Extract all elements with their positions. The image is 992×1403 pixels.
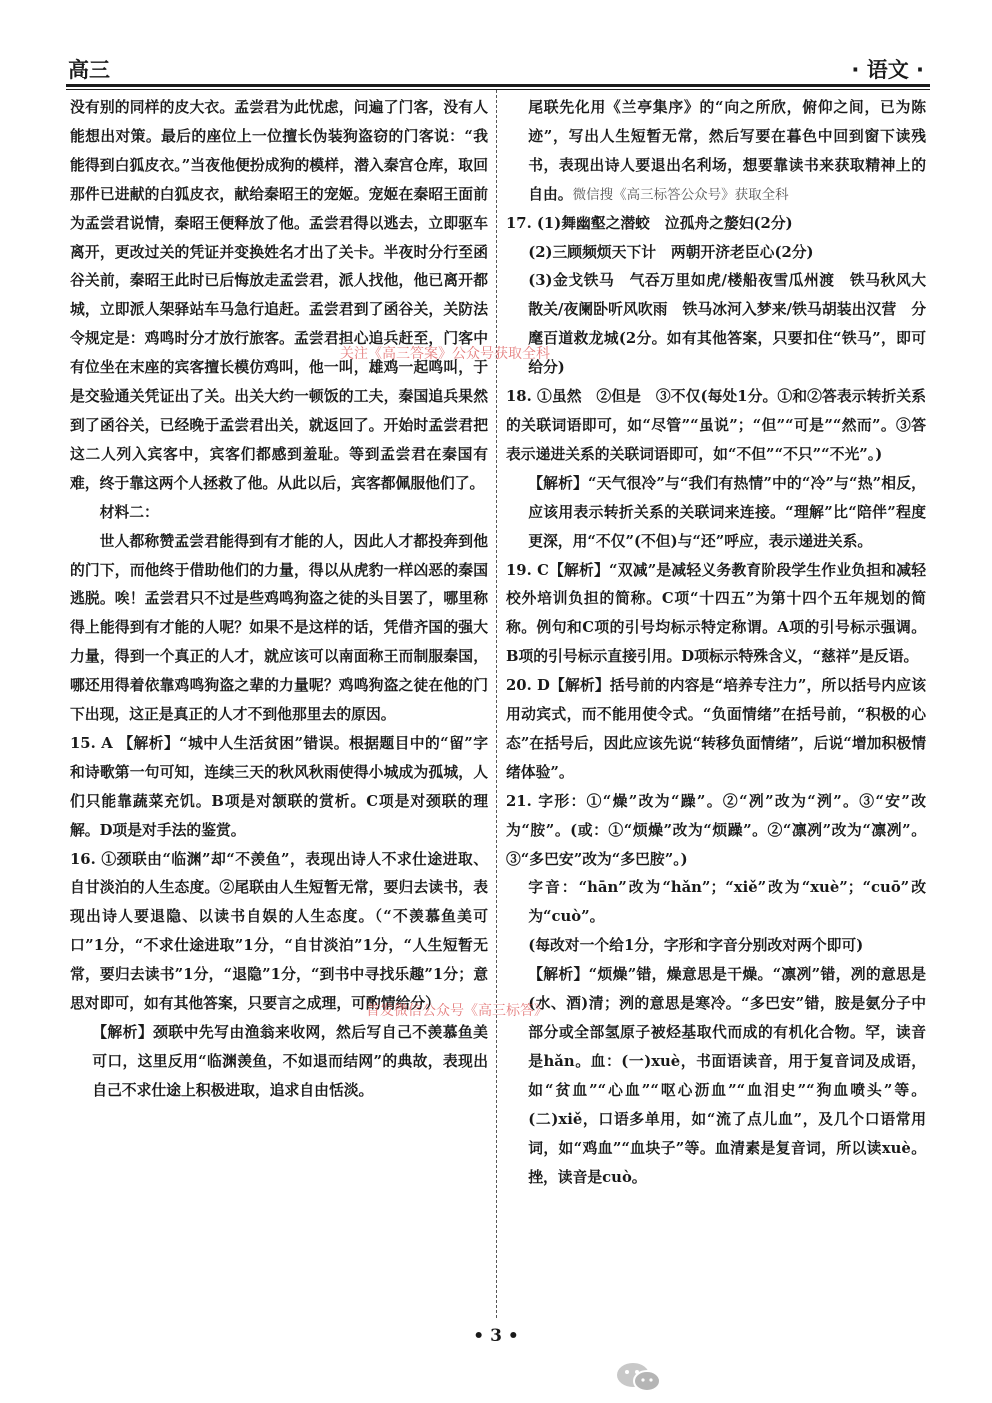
- answer-21-analysis-text: “烦燥”错，燥意思是干燥。“凛冽”错，冽的意思是(水、酒)清；洌的意思是寒冷。“多巴安”错，胺是氨分子中部分或全部氢原子被烃基取代而成的有机化合物。罕，读音是hǎn。血：(一)xuè，书面语读音，用于复音词及成语，如“贫血”“心血”“呕心沥血”“血泪史”“狗血喷头”等。(二)xiě，口语多单用，如“流了点儿血”，及几个口语常用词，如“鸡血”“血块子”等。血清素是复音词，所以读xuè。挫，读音是cuò。: [528, 966, 926, 1186]
- answer-20-text: 括号前的内容是“培养专注力”，所以括号内应该用动宾式，而不能用使令式。“负面情绪”在括号前，“积极的心态”在括号后，因此应该先说“转移负面情绪”，后说“增加积极情绪体验”。: [506, 677, 926, 781]
- inline-watermark: 微信搜《高三标答公众号》获取全科: [572, 186, 789, 203]
- header-subject: · 语文 ·: [851, 58, 924, 82]
- left-column: [70, 94, 488, 1324]
- answer-18-tag: 【解析】: [528, 474, 588, 492]
- material2-title: 材料二：: [99, 503, 159, 521]
- answer-16-analysis-text: 颈联中先写由渔翁来收网，然后写自己不羡慕鱼美可口，这里反用“临渊羡鱼，不如退而结网”的典故，表现出自己不求仕途上积极进取，追求自由恬淡。: [92, 1024, 488, 1099]
- answer-15-num: 15. A: [70, 734, 119, 752]
- answer-21-form: 21. 字形：①“燥”改为“躁”。②“冽”改为“洌”。③“安”改为“胺”。(或：①“烦燥”改为“烦躁”。②“凛冽”改为“凛冽”。③“多巴安”改为“多巴胺”。): [506, 792, 926, 868]
- header-rule-thin: [66, 89, 930, 90]
- answer-21-analysis: [506, 961, 926, 1192]
- answer-16-tag: 【解析】: [92, 1024, 154, 1041]
- answer-20-tag: 【解析】: [549, 677, 610, 695]
- answer-20: [506, 672, 926, 788]
- answer-21-tag: 【解析】: [528, 966, 589, 984]
- answer-21-scoring: (每改对一个给1分，字形和字音分别改对两个即可): [528, 937, 864, 955]
- answer-15: [70, 730, 488, 846]
- answer-16: 16. ①颈联由“临渊”却“不羡鱼”，表现出诗人不求仕途进取、自甘淡泊的人生态度。②尾联由人生短暂无常，要归去读书，表现出诗人要退隐、以读书自娱的人生态度。（“不羡慕鱼美可口”1分，“不求仕途进取”1分，“自甘淡泊”1分，“人生短暂无常，要归去读书”1分，“退隐”1分，“到书中寻找乐趣”1分；意思对即可，如有其他答案，只要言之成理，可酌情给分）: [70, 850, 488, 1013]
- answer-18-analysis-text: “天气很冷”与“我们有热情”中的“冷”与“热”相反，应该用表示转折关系的关联词来连接。“理解”比“陪伴”程度更深，用“不仅”(不但)与“还”呼应，表示递进关系。: [528, 474, 926, 550]
- answer-21-sound: 字音：“hān”改为“hǎn”；“xiě”改为“xuè”；“cuō”改为“cuò”。: [528, 879, 926, 926]
- answer-20-num: 20. D: [506, 677, 550, 695]
- answer-18: 18. ①虽然 ②但是 ③不仅(每处1分。①和②答表示转折关系的关联词语即可，如“尽管”“虽说”；“但”“可是”“然而”。③答表示递进关系的关联词语即可，如“不但”“不只”“不光”。): [506, 388, 926, 463]
- answer-19-tag: 【解析】: [548, 561, 610, 579]
- answer-16-continued-text: 尾联先化用《兰亭集序》的“向之所欣，俯仰之间，已为陈迹”，写出人生短暂无常，然后写要在暮色中回到窗下读残书，表现出诗人要退出名利场，想要靠读书来获取精神上的自由。: [528, 99, 926, 203]
- page-number: • 3 •: [473, 1326, 519, 1346]
- answer-15-tag: 【解析】: [118, 734, 180, 752]
- answer-15-text: “城中人生活贫困”错误。根据题目中的“留”字和诗歌第一句可知，连续三天的秋风秋雨使得小城成为孤城，人们只能靠蔬菜充饥。B项是对颔联的赏析。C项是对颈联的理解。D项是对手法的鉴赏。: [70, 734, 488, 839]
- watermark-first-release: 首发微信公众号《高三标答》: [366, 1003, 548, 1019]
- right-column: [506, 94, 926, 1324]
- answer-16-continued: [506, 94, 926, 210]
- answer-17-2: (2)三顾频烦天下计 两朝开济老臣心(2分): [528, 243, 814, 261]
- answer-19-num: 19. C: [506, 561, 549, 579]
- header-rule-thick: [66, 84, 930, 87]
- column-divider: [496, 90, 497, 1318]
- answer-17-1: 17. (1)舞幽壑之潜蛟 泣孤舟之嫠妇(2分): [506, 214, 793, 232]
- answer-18-analysis: [506, 470, 926, 557]
- material2-paragraph: 世人都称赞孟尝君能得到有才能的人，因此人才都投奔到他的门下，而他终于借助他们的力量，得以从虎豹一样凶恶的秦国逃脱。唉！孟尝君只不过是些鸡鸣狗盗之徒的头目罢了，哪里称得上能得到有才能的人呢？如果不是这样的话，凭借齐国的强大力量，得到一个真正的人才，就应该可以南面称王而制服秦国，哪还用得着依靠鸡鸣狗盗之辈的力量呢？鸡鸣狗盗之徒在他的门下出现，这正是真正的人才不到他那里去的原因。: [70, 532, 488, 724]
- wechat-icon: [612, 1360, 668, 1394]
- story-paragraph: 没有别的同样的皮大衣。孟尝君为此忧虑，问遍了门客，没有人能想出对策。最后的座位上一位擅长伪装狗盗窃的门客说：“我能得到白狐皮衣。”当夜他便扮成狗的模样，潜入秦宫仓库，取回那件已进献的白狐皮衣，献给秦昭王的宠姬。宠姬在秦昭王面前为孟尝君说情，秦昭王便释放了他。孟尝君得以逃去，立即驱车离开，更改过关的凭证并变换姓名才出了关卡。半夜时分行至函谷关前，秦昭王此时已后悔放走孟尝君，派人找他，他已离开都城，立即派人架驿站车马急行追赶。孟尝君到了函谷关，关防法令规定是：鸡鸣时分才放行旅客。孟尝君担心追兵赶至，门客中有位坐在末座的宾客擅长模仿鸡叫，他一叫，雄鸡一起鸣叫，于是交验通关凭证出了关。出关大约一顿饭的工夫，秦国追兵果然到了函谷关，已经晚于孟尝君出关，就返回了。开始时孟尝君把这二人列入宾客中，宾客们都感到羞耻。等到孟尝君在秦国有难，终于靠这两个人拯救了他。从此以后，宾客都佩服他们了。: [70, 99, 488, 492]
- answer-19: [506, 557, 926, 673]
- answer-17-3: (3)金戈铁马 气吞万里如虎/楼船夜雪瓜州渡 铁马秋风大散关/夜阑卧听风吹雨 铁马冰河入梦来/铁马胡装出汉营 分麾百道救龙城(2分。如有其他答案，只要扣住“铁马”，即可给分): [528, 272, 926, 377]
- answer-19-text: “双减”是减轻义务教育阶段学生作业负担和减轻校外培训负担的简称。C项“十四五”为第十四个五年规划的简称。例句和C项的引号均标示特定称谓。A项的引号标示强调。B项的引号标示直接引用。D项标示特殊含义，“慈祥”是反语。: [506, 561, 926, 666]
- header-grade: 高三: [68, 58, 110, 82]
- answer-16-analysis: [70, 1019, 488, 1106]
- watermark-follow: 关注《高三答案》公众号获取全科: [340, 346, 550, 362]
